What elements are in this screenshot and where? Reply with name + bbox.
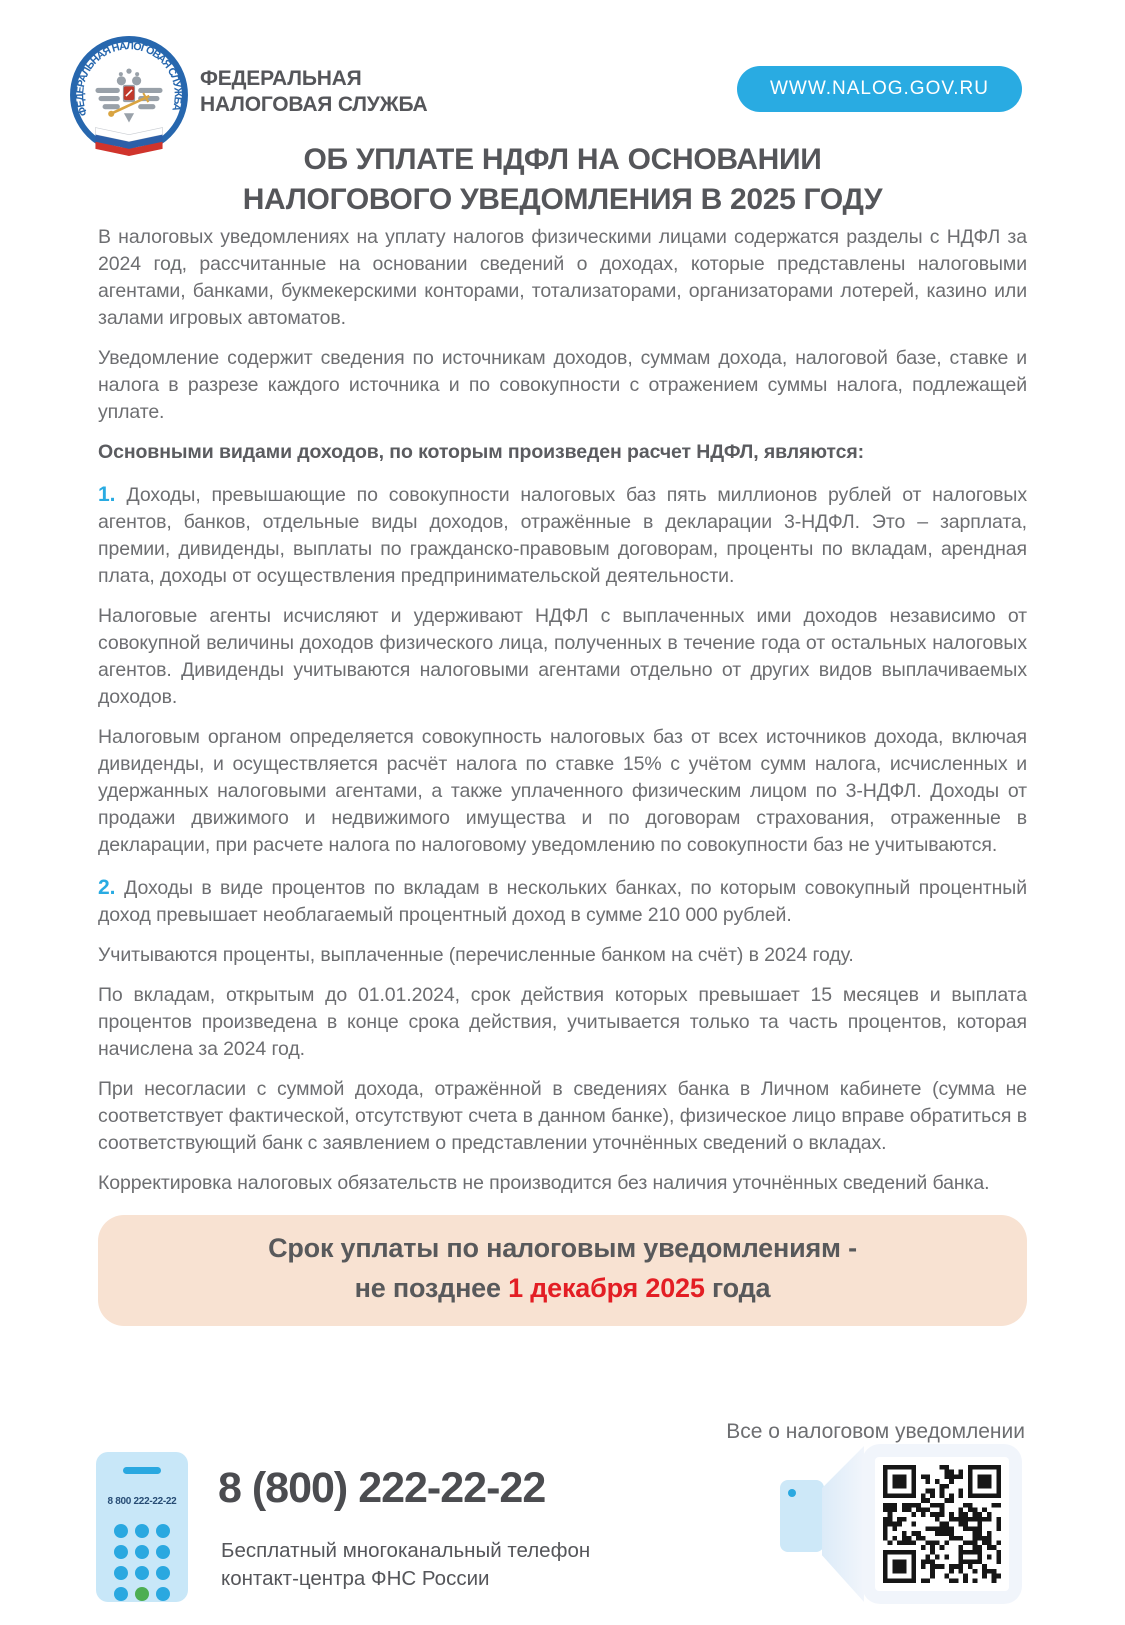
numbered-item: 1. Доходы, превышающие по совокупности налоговых баз пять миллионов рублей от налоговых агентов, банков, отдельные виды доходов, отражённые в декларации 3-НДФЛ. Это – зарплата, премии, дивиденды, выплаты по гражданско-правовым договорам, проценты по вкладам, арендная плата, доходы от осуществления предпринимательской деятельности. <box>98 483 1027 587</box>
body-paragraph: Уведомление содержит сведения по источникам доходов, суммам дохода, налоговой базе, ставке и налога в разрезе каждого источника и по совокупности с отражением суммы налога, подлежащей уплате. <box>98 347 1027 423</box>
hotline-note <box>221 1537 590 1594</box>
hotline-note-line1: Бесплатный многоканальный телефон <box>221 1539 591 1562</box>
page-title-line1: ОБ УПЛАТЕ НДФЛ НА ОСНОВАНИИ <box>303 143 822 176</box>
hotline-note-line2: контакт-центра ФНС России <box>221 1567 490 1591</box>
qr-caption: Все о налоговом уведомлении <box>726 1420 1025 1443</box>
item-number: 2. <box>98 876 125 899</box>
website-pill-button[interactable]: WWW.NALOG.GOV.RU <box>737 66 1022 112</box>
deadline-banner <box>98 1215 1027 1326</box>
agency-name <box>200 66 428 117</box>
body-paragraph: Налоговые агенты исчисляют и удерживают НДФЛ с выплаченных ими доходов независимо от совокупной величины доходов физического лица, полученных в течение года от остальных налоговых агентов. Дивиденды учитываются налоговыми агентами отдельно от других видов выплачиваемых доходов. <box>98 605 1027 708</box>
body-paragraph: По вкладам, открытым до 01.01.2024, срок действия которых превышает 15 месяцев и выплата процентов произведена в конце срока действия, учитывается только та часть процентов, которая начислена за 2024 год. <box>98 984 1027 1060</box>
body-paragraph: Корректировка налоговых обязательств не производится без наличия уточнённых сведений банка. <box>98 1172 990 1194</box>
qr-code <box>875 1457 1009 1591</box>
deadline-date: 1 декабря 2025 <box>508 1273 705 1303</box>
smartphone-camera-dot <box>788 1489 796 1497</box>
body-paragraph: В налоговых уведомлениях на уплату налогов физическими лицами содержатся разделы с НДФЛ за 2024 год, рассчитанные на основании сведений о доходах, которые представлены налоговыми агентами, банками, букмекерскими конторами, тотализаторами, организаторами лотерей, казино или залами игровых автоматов. <box>98 226 1027 329</box>
phone-keypad-icon <box>96 1452 188 1602</box>
section-heading: Основными видами доходов, по которым произведен расчет НДФЛ, являются: <box>98 441 864 463</box>
deadline-prefix: не позднее <box>354 1273 509 1303</box>
deadline-line1: Срок уплаты по налоговым уведомлениям - <box>268 1233 857 1263</box>
deadline-suffix: года <box>704 1273 771 1303</box>
agency-name-line2: НАЛОГОВАЯ СЛУЖБА <box>200 92 428 116</box>
body-paragraph: Учитываются проценты, выплаченные (перечисленные банком на счёт) в 2024 году. <box>98 944 854 966</box>
fns-emblem-logo <box>68 34 190 156</box>
phone-speaker-bar <box>123 1467 161 1474</box>
keypad-dots <box>114 1524 170 1601</box>
page-title <box>0 140 1125 219</box>
deadline-line2 <box>128 1275 997 1302</box>
item-number: 1. <box>98 483 127 506</box>
article-body <box>98 224 1027 1326</box>
hotline-number: 8 (800) 222-22-22 <box>218 1464 546 1512</box>
emblem-ring-text: ФЕДЕРАЛЬНАЯ НАЛОГОВАЯ СЛУЖБА <box>74 40 184 118</box>
page-title-line2: НАЛОГОВОГО УВЕДОМЛЕНИЯ В 2025 ГОДУ <box>242 182 883 216</box>
scan-beam <box>822 1446 864 1602</box>
phone-icon-label: 8 800 222-22-22 <box>107 1496 177 1507</box>
qr-panel <box>862 1444 1022 1604</box>
body-paragraph: Налоговым органом определяется совокупность налоговых баз от всех источников дохода, включая дивиденды, и осуществляется расчёт налога по ставке 15% с учётом сумм налога, исчисленных и удержанных налоговыми агентами, а также уплаченного физическим лицом по 3-НДФЛ. Доходы от продажи движимого и недвижимого имущества и по договорам страхования, отраженные в декларации, при расчете налога по налоговому уведомлению по совокупности баз не учитываются. <box>98 726 1027 856</box>
body-paragraph: При несогласии с суммой дохода, отражённой в сведениях банка в Личном кабинете (сумма не соответствует фактической, отсутствуют счета в данном банке), физическое лицо вправе обратиться в соответствующий банк с заявлением о представлении уточнённых сведений о вкладах. <box>98 1078 1027 1154</box>
smartphone-icon <box>780 1480 824 1552</box>
article-paragraphs <box>98 224 1027 1197</box>
agency-name-line1: ФЕДЕРАЛЬНАЯ <box>200 67 362 90</box>
numbered-item: 2. Доходы в виде процентов по вкладам в нескольких банках, по которым совокупный процентный доход превышает необлагаемый процентный доход в сумме 210 000 рублей. <box>98 876 1027 926</box>
